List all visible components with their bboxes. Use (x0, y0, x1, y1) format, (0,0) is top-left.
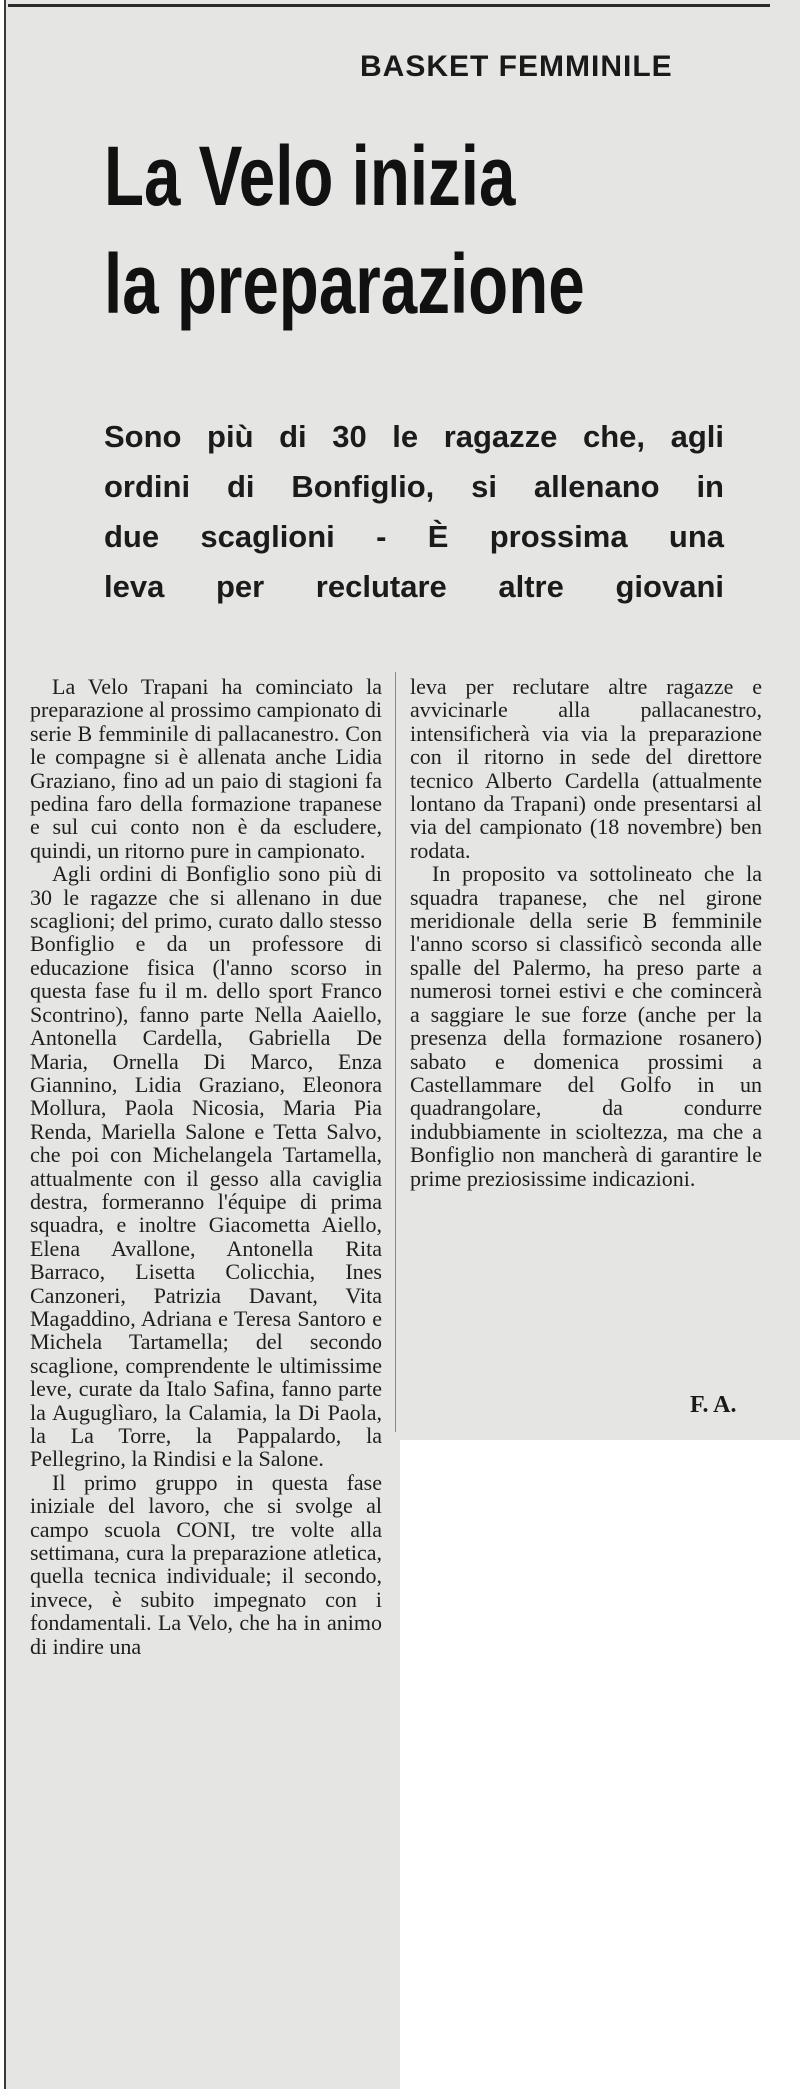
subhead-line-4: leva per reclutare altre giovani (104, 569, 724, 604)
headline-line-2: la preparazione (104, 237, 585, 331)
headline-line-1: La Velo inizia (104, 129, 516, 223)
paragraph-3: Il primo gruppo in questa fase iniziale del lavoro, che si svolge al campo scuola CONI, tre volte alla settimana, cura la preparazione atletica, quella tecnica individuale; il secondo, invece, è subito impegnato con i fondamentali. La Velo, che ha in animo di indire una (30, 1469, 382, 1659)
author-signature: F. A. (690, 1392, 737, 1418)
paragraph-3-continued: leva per reclutare altre ragazze e avvicinarle alla pallacanestro, intensificherà via via la preparazione con il ritorno in sede del direttore tecnico Alberto Cardella (attualmente lontano da Trapani) onde presentarsi al via del campionato (18 novembre) ben rodata. (410, 674, 762, 863)
subhead-line-1: Sono più di 30 le ragazze che, agli (104, 419, 724, 454)
article-column-1 (30, 675, 382, 1658)
section-kicker: BASKET FEMMINILE (360, 50, 673, 83)
paragraph-2: Agli ordini di Bonfiglio sono più di 30 le ragazze che si allenano in due scaglioni; del primo, curato dallo stesso Bonfiglio e da un professore di educazione fisica (l'anno scorso in questa fase fu il m. dello sport Franco Scontrino), fanno parte Nella Aaiello, Antonella Cardella, Gabriella De Maria, Ornella Di Marco, Enza Giannino, Lidia Graziano, Eleonora Mollura, Paola Nicosia, Maria Pia Renda, Mariella Salone e Tetta Salvo, che poi con Michelangela Tartamella, attualmente con il gesso alla caviglia destra, formeranno l'équipe di prima squadra, e inoltre Giacometta Aiello, Elena Avallone, Antonella Rita Barraco, Lisetta Colicchia, Ines Canzoneri, Patrizia Davant, Vita Magaddino, Adriana e Teresa Santoro e Michela Tartamella; del secondo scaglione, comprendente le ultimissime leve, curate da Italo Safina, fanno parte la Auguglìaro, la Calamia, la Di Paola, la La Torre, la Pappalardo, la Pellegrino, la Rindisi e la Salone. (30, 861, 382, 1472)
subhead-line-2: ordini di Bonfiglio, si allenano in (104, 469, 724, 504)
subheadline (104, 412, 724, 612)
article-column-2 (410, 675, 762, 1190)
paragraph-1: La Velo Trapani ha cominciato la preparazione al prossimo campionato di serie B femminile di pallacanestro. Con le compagne si è allenata anche Lidia Graziano, fino ad un paio di stagioni fa pedina faro della formazione trapanese e sul cui conto non è da escludere, quindi, un ritorno pure in campionato. (30, 674, 382, 863)
column-divider (395, 672, 396, 1432)
paragraph-4: In proposito va sottolineato che la squadra trapanese, che nel girone meridionale della serie B femminile l'anno scorso si classificò seconda alle spalle del Palermo, ha preso parte a numerosi tornei estivi e che comincerà a saggiare le sue forze (anche per la presenza della formazione rosanero) sabato e domenica prossimi a Castellammare del Golfo in un quadrangolare, da condurre indubbiamente in scioltezza, ma che a Bonfiglio non mancherà di garantire le prime preziosissime indicazioni. (410, 861, 762, 1191)
headline (104, 122, 603, 338)
left-border-rule (4, 0, 6, 2089)
top-border-rule (8, 4, 770, 7)
subhead-line-3: due scaglioni - È prossima una (104, 519, 724, 554)
